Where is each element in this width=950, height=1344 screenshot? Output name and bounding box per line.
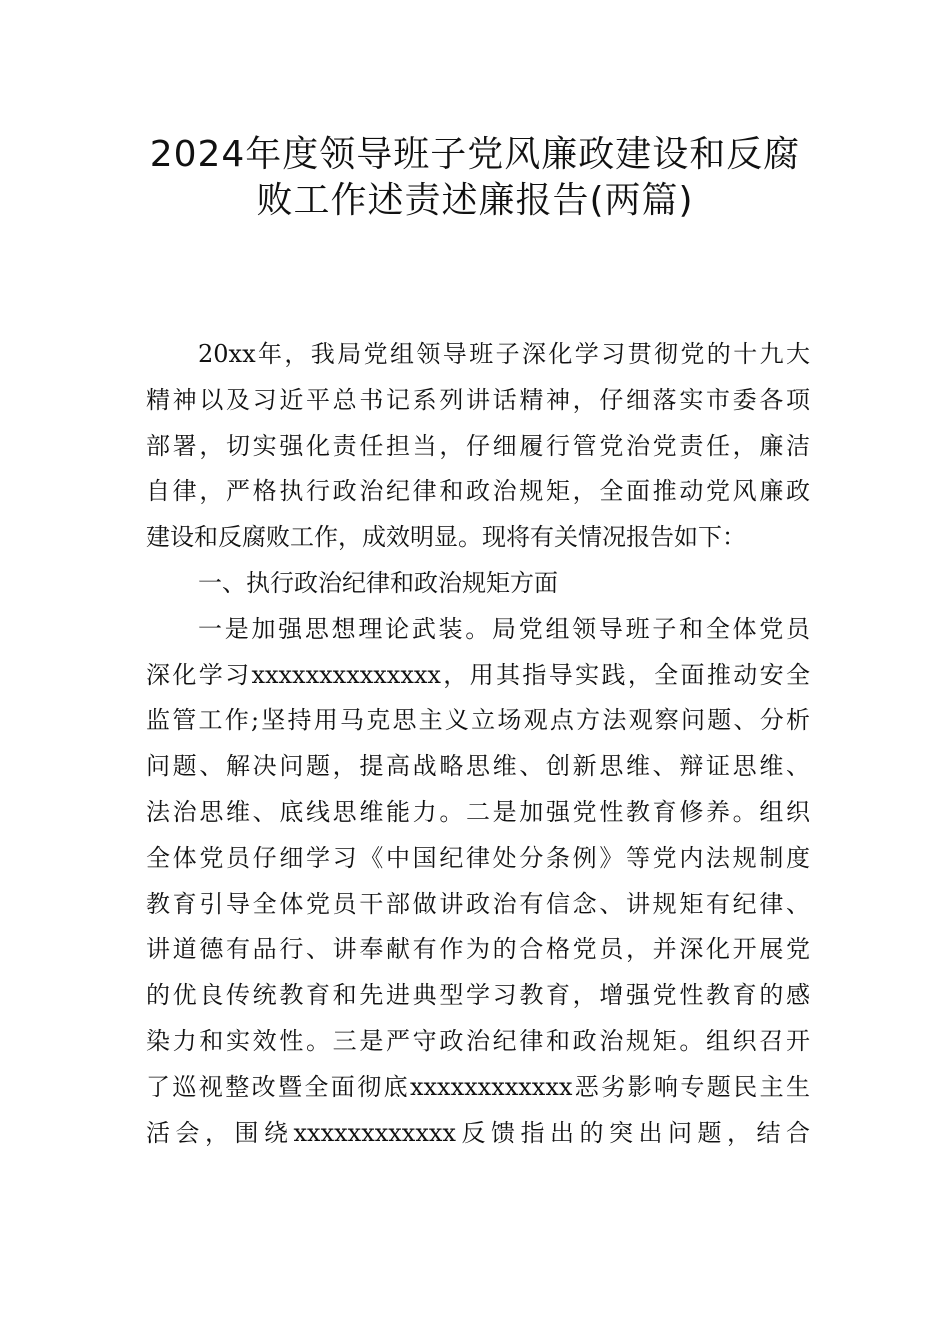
document-body: [146, 332, 810, 1156]
body-line: 20xx年，我局党组领导班子深化学习贯彻党的十九大: [198, 340, 810, 368]
body-line: 部署，切实强化责任担当，仔细履行管党治党责任，廉洁: [146, 431, 810, 460]
body-line: 精神以及习近平总书记系列讲话精神，仔细落实市委各项: [146, 385, 810, 414]
body-line: 了巡视整改暨全面彻底xxxxxxxxxxxx恶劣影响专题民主生: [146, 1072, 810, 1101]
body-line: 活会，围绕xxxxxxxxxxxx反馈指出的突出问题，结合: [146, 1118, 810, 1147]
body-line: 讲道德有品行、讲奉献有作为的合格党员，并深化开展党: [146, 935, 810, 964]
body-line: 的优良传统教育和先进典型学习教育，增强党性教育的感: [146, 981, 810, 1010]
body-line: 一是加强思想理论武装。局党组领导班子和全体党员: [198, 614, 810, 643]
body-line: 染力和实效性。三是严守政治纪律和政治规矩。组织召开: [146, 1026, 810, 1055]
body-line: 深化学习xxxxxxxxxxxxxx，用其指导实践，全面推动安全: [146, 660, 810, 689]
section-heading: 一、执行政治纪律和政治规矩方面: [198, 568, 558, 597]
document-title-line-2: 败工作述责述廉报告(两篇): [256, 180, 694, 221]
body-line: 全体党员仔细学习《中国纪律处分条例》等党内法规制度: [146, 843, 810, 872]
body-line: 问题、解决问题，提高战略思维、创新思维、辩证思维、: [146, 752, 810, 781]
body-line: 监管工作;坚持用马克思主义立场观点方法观察问题、分析: [146, 706, 810, 735]
body-line: 建设和反腐败工作，成效明显。现将有关情况报告如下：: [146, 523, 746, 552]
body-line: 自律，严格执行政治纪律和政治规矩，全面推动党风廉政: [146, 477, 810, 506]
body-line: 教育引导全体党员干部做讲政治有信念、讲规矩有纪律、: [146, 889, 810, 918]
body-line: 法治思维、底线思维能力。二是加强党性教育修养。组织: [146, 797, 810, 826]
document-title-line-1: 2024年度领导班子党风廉政建设和反腐: [149, 134, 801, 175]
